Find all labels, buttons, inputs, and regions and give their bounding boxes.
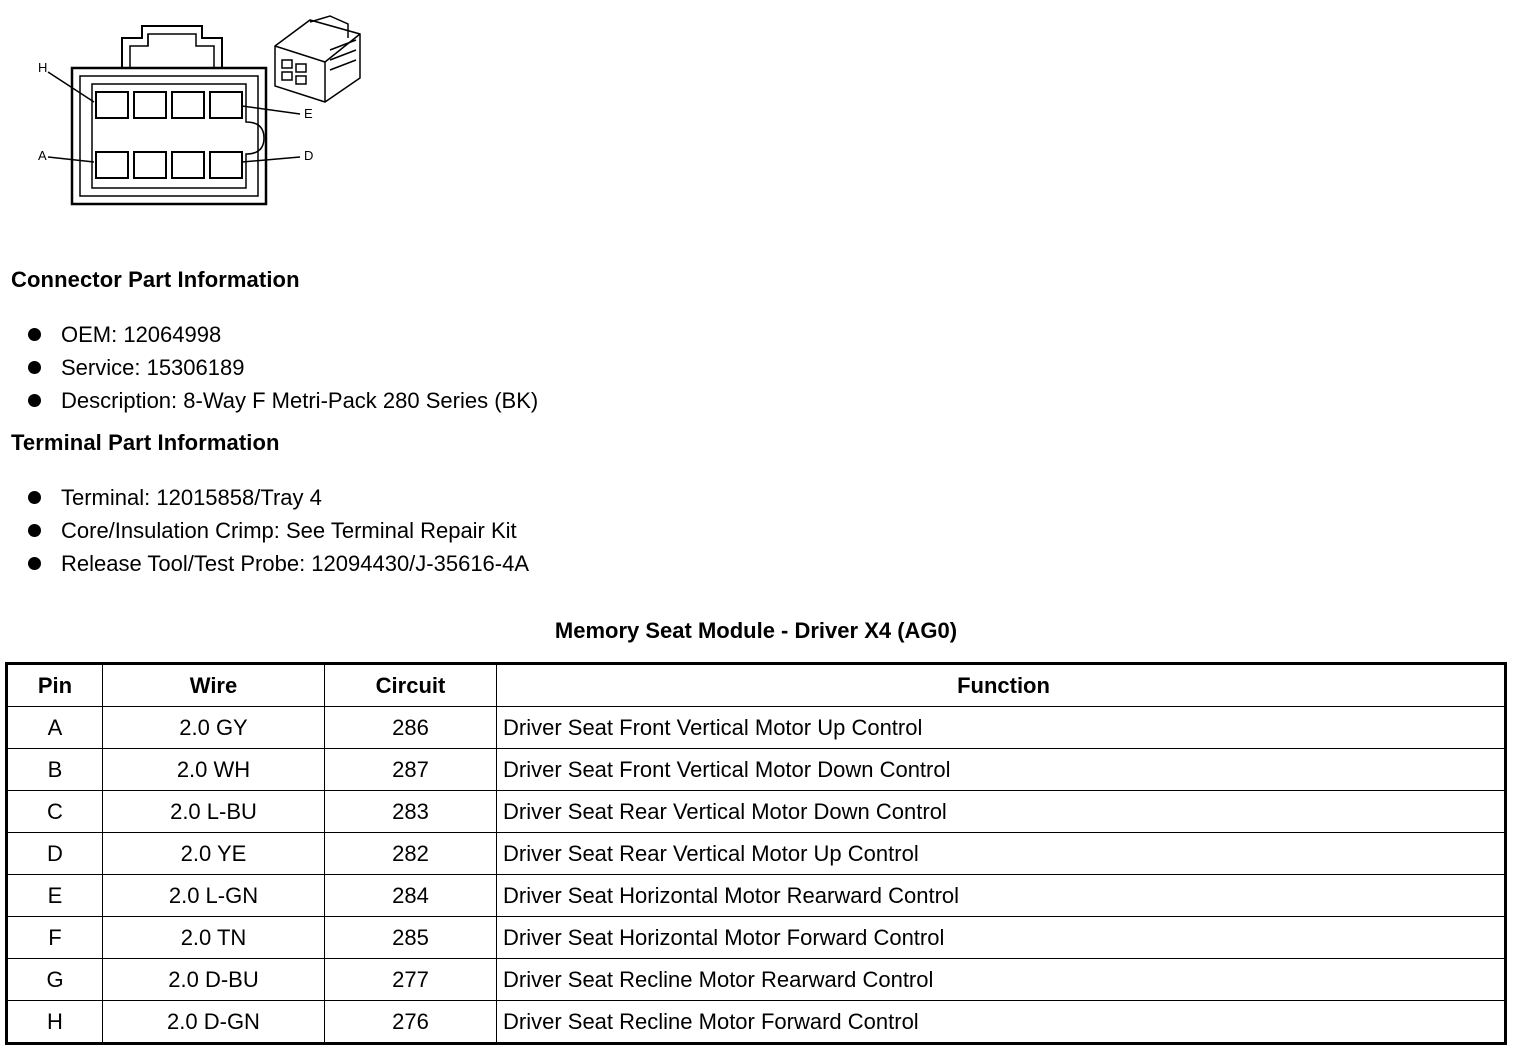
list-item: OEM: 12064998 bbox=[28, 318, 538, 351]
cell-function: Driver Seat Horizontal Motor Forward Control bbox=[497, 917, 1506, 959]
list-item: Core/Insulation Crimp: See Terminal Repair Kit bbox=[28, 514, 529, 547]
list-item: Service: 15306189 bbox=[28, 351, 538, 384]
terminal-part-heading: Terminal Part Information bbox=[11, 430, 280, 455]
header-function: Function bbox=[497, 664, 1506, 707]
table-row bbox=[7, 1001, 1506, 1044]
bullet-icon bbox=[28, 524, 41, 537]
connector-part-list bbox=[28, 318, 538, 417]
table-row bbox=[7, 707, 1506, 749]
list-item: Description: 8-Way F Metri-Pack 280 Series (BK) bbox=[28, 384, 538, 417]
bullet-icon bbox=[28, 361, 41, 374]
cell-pin: G bbox=[7, 959, 103, 1001]
cell-pin: F bbox=[7, 917, 103, 959]
bullet-icon bbox=[28, 491, 41, 504]
header-wire: Wire bbox=[103, 664, 325, 707]
table-row bbox=[7, 917, 1506, 959]
table-header-row bbox=[7, 664, 1506, 707]
connector-part-heading: Connector Part Information bbox=[11, 267, 300, 292]
cell-circuit: 282 bbox=[325, 833, 497, 875]
cell-wire: 2.0 L-GN bbox=[103, 875, 325, 917]
terminal-part-list bbox=[28, 481, 529, 580]
header-pin: Pin bbox=[7, 664, 103, 707]
pin-label-h: H bbox=[38, 60, 48, 75]
cell-function: Driver Seat Rear Vertical Motor Down Control bbox=[497, 791, 1506, 833]
cell-circuit: 276 bbox=[325, 1001, 497, 1044]
cell-circuit: 286 bbox=[325, 707, 497, 749]
list-item: Release Tool/Test Probe: 12094430/J-35616-4A bbox=[28, 547, 529, 580]
cell-pin: C bbox=[7, 791, 103, 833]
table-row bbox=[7, 875, 1506, 917]
cell-pin: D bbox=[7, 833, 103, 875]
cell-pin: E bbox=[7, 875, 103, 917]
bullet-icon bbox=[28, 394, 41, 407]
cell-pin: A bbox=[7, 707, 103, 749]
cell-wire: 2.0 GY bbox=[103, 707, 325, 749]
cell-pin: B bbox=[7, 749, 103, 791]
cell-circuit: 283 bbox=[325, 791, 497, 833]
cell-wire: 2.0 WH bbox=[103, 749, 325, 791]
cell-wire: 2.0 YE bbox=[103, 833, 325, 875]
table-row bbox=[7, 749, 1506, 791]
cell-wire: 2.0 L-BU bbox=[103, 791, 325, 833]
cell-circuit: 284 bbox=[325, 875, 497, 917]
pin-label-a: A bbox=[38, 148, 47, 163]
pinout-table bbox=[5, 662, 1507, 1045]
cell-function: Driver Seat Front Vertical Motor Up Control bbox=[497, 707, 1506, 749]
cell-circuit: 285 bbox=[325, 917, 497, 959]
cell-function: Driver Seat Rear Vertical Motor Up Control bbox=[497, 833, 1506, 875]
table-row bbox=[7, 833, 1506, 875]
pin-label-d: D bbox=[304, 148, 314, 163]
cell-wire: 2.0 TN bbox=[103, 917, 325, 959]
cell-function: Driver Seat Horizontal Motor Rearward Control bbox=[497, 875, 1506, 917]
header-circuit: Circuit bbox=[325, 664, 497, 707]
cell-function: Driver Seat Recline Motor Forward Control bbox=[497, 1001, 1506, 1044]
table-title: Memory Seat Module - Driver X4 (AG0) bbox=[554, 618, 958, 643]
cell-pin: H bbox=[7, 1001, 103, 1044]
bullet-icon bbox=[28, 328, 41, 341]
cell-function: Driver Seat Front Vertical Motor Down Control bbox=[497, 749, 1506, 791]
cell-wire: 2.0 D-GN bbox=[103, 1001, 325, 1044]
cell-wire: 2.0 D-BU bbox=[103, 959, 325, 1001]
bullet-icon bbox=[28, 557, 41, 570]
table-row bbox=[7, 959, 1506, 1001]
cell-function: Driver Seat Recline Motor Rearward Control bbox=[497, 959, 1506, 1001]
connector-face-diagram bbox=[30, 10, 375, 215]
table-row bbox=[7, 791, 1506, 833]
cell-circuit: 277 bbox=[325, 959, 497, 1001]
cell-circuit: 287 bbox=[325, 749, 497, 791]
list-item: Terminal: 12015858/Tray 4 bbox=[28, 481, 529, 514]
pin-label-e: E bbox=[304, 106, 313, 121]
